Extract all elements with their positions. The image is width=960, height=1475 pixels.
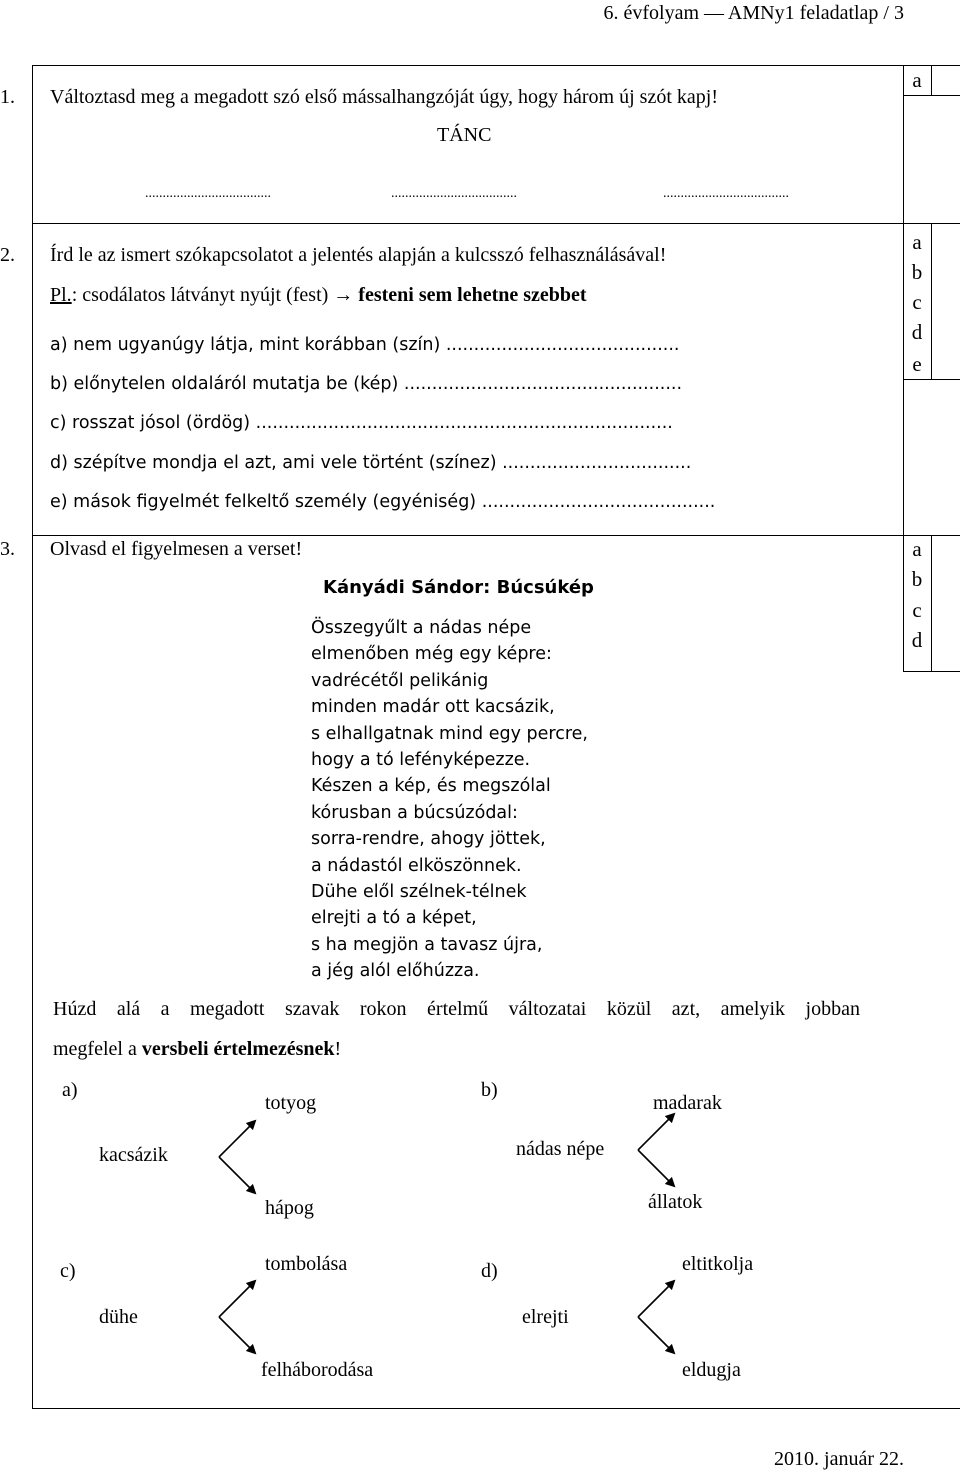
page-footer-date: 2010. január 22. (774, 1448, 904, 1470)
poem-line: kórusban a búcsúzódal: (311, 802, 518, 823)
example-text: : csodálatos látványt nyújt (fest) (71, 284, 329, 306)
item-label: b) (481, 1079, 498, 1101)
item-label: c) (60, 1260, 76, 1282)
branch-arrow-up (638, 1281, 674, 1317)
task3-number: 3. (0, 538, 15, 560)
option-word[interactable]: madarak (653, 1092, 722, 1114)
item-word: nádas népe (516, 1138, 605, 1160)
poem-line: s elhallgatnak mind egy percre, (311, 723, 588, 744)
branch-arrow-down (638, 1317, 674, 1353)
task2-item[interactable]: c) rosszat jósol (ördög) ........................................................................... (50, 413, 673, 433)
poem-title: Kányádi Sándor: Búcsúkép (323, 577, 594, 598)
score-label: e (912, 352, 922, 376)
poem-line: sorra-rendre, ahogy jöttek, (311, 829, 546, 850)
poem-line: Készen a kép, és megszólal (311, 776, 551, 797)
task3-question-line2: megfelel a versbeli értelmezésnek! (53, 1038, 342, 1060)
score-label: b (911, 260, 923, 284)
poem-line: elrejti a tó a képet, (311, 908, 477, 929)
task1-word: TÁNC (437, 124, 492, 146)
item-label: a) (62, 1079, 78, 1101)
task1-instruction: Változtasd meg a megadott szó első mássalhangzóját úgy, hogy három új szót kapj! (50, 86, 718, 108)
branch-arrow-up (219, 1281, 255, 1317)
task2-item[interactable]: b) előnytelen oldaláról mutatja be (kép) .................................................. (50, 374, 683, 394)
task2-item[interactable]: e) mások figyelmét felkeltő személy (egyéniség) .......................................... (50, 492, 716, 512)
task3-instruction: Olvasd el figyelmesen a verset! (50, 538, 303, 560)
score-label: d (911, 628, 923, 652)
poem-line: a jég alól előhúzza. (311, 961, 480, 982)
arrow-icon: → (333, 284, 354, 306)
option-word[interactable]: eldugja (682, 1359, 741, 1381)
task1-number: 1. (0, 86, 15, 108)
poem-line: minden madár ott kacsázik, (311, 697, 555, 718)
item-label: d) (481, 1260, 498, 1282)
task2-item[interactable]: a) nem ugyanúgy látja, mint korábban (szín) .......................................... (50, 335, 680, 355)
option-word[interactable]: hápog (265, 1197, 314, 1219)
branch-arrow-down (219, 1157, 255, 1193)
score-label: a (912, 230, 922, 254)
score-label: c (912, 598, 922, 622)
poem-line: a nádastól elköszönnek. (311, 855, 522, 876)
option-word[interactable]: tombolása (265, 1253, 348, 1275)
score-label: a (912, 537, 922, 561)
score-label: b (911, 567, 923, 591)
branch-arrow-down (638, 1150, 674, 1186)
task2-instruction: Írd le az ismert szókapcsolatot a jelentés alapján a kulcsszó felhasználásával! (50, 244, 667, 266)
score-label: a (912, 68, 922, 92)
branch-arrow-down (219, 1317, 255, 1353)
task1-answer-blank[interactable]: .................................... (663, 186, 789, 201)
branch-arrow-up (219, 1121, 255, 1157)
task1-answer-blank[interactable]: .................................... (391, 186, 517, 201)
example-answer: festeni sem lehetne szebbet (358, 284, 587, 306)
poem-line: elmenőben még egy képre: (311, 644, 552, 665)
option-word[interactable]: totyog (265, 1092, 317, 1114)
option-word[interactable]: felháborodása (261, 1359, 374, 1381)
example-prefix: Pl. (50, 284, 72, 306)
poem-line: s ha megjön a tavasz újra, (311, 934, 543, 955)
task2-number: 2. (0, 244, 15, 266)
task3-question-line1: Húzd alá a megadott szavak rokon értelmű változatai közül azt, amelyik jobban (53, 998, 860, 1020)
option-word[interactable]: állatok (648, 1191, 703, 1213)
score-label: c (912, 290, 922, 314)
poem-line: Dühe elől szélnek-télnek (311, 882, 527, 903)
poem-line: vadrécétől pelikánig (311, 670, 489, 691)
poem-line: Összegyűlt a nádas népe (311, 618, 532, 638)
item-word: kacsázik (99, 1144, 168, 1166)
task2-item[interactable]: d) szépítve mondja el azt, ami vele történt (színez) .................................. (50, 453, 692, 473)
score-label: d (911, 320, 923, 344)
item-word: elrejti (522, 1306, 569, 1328)
page-header: 6. évfolyam — AMNy1 feladatlap / 3 (603, 2, 904, 24)
task1-answer-blank[interactable]: .................................... (145, 186, 271, 201)
option-word[interactable]: eltitkolja (682, 1253, 754, 1275)
item-word: dühe (99, 1306, 138, 1328)
poem-line: hogy a tó lefényképezze. (311, 750, 531, 771)
branch-arrow-up (638, 1114, 674, 1150)
emphasis: versbeli értelmezésnek (141, 1038, 335, 1060)
